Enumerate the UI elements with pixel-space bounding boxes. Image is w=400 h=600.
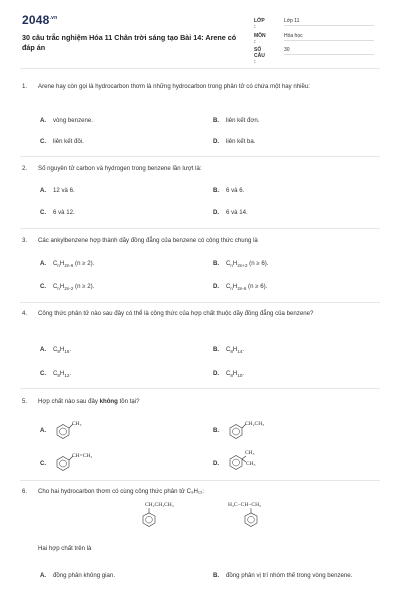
- formula: $C_nH_{2n-2}$: [53, 283, 74, 292]
- svg-text:CH₃: CH₃: [246, 461, 256, 467]
- benzene-dimethyl-structure: [223, 446, 283, 474]
- propylbenzene-structure: [135, 497, 205, 537]
- svg-text:CH₃: CH₃: [245, 450, 255, 456]
- formula: $C_nH_{2n-6}$: [226, 283, 247, 292]
- header-divider: [20, 68, 380, 69]
- site-logo[interactable]: $2048^{.vn}$: [22, 13, 58, 27]
- svg-text:CH₂CH₂CH₃: CH₂CH₂CH₃: [145, 502, 174, 508]
- svg-text:CH=CH₂: CH=CH₂: [72, 453, 93, 459]
- divider: [20, 388, 380, 389]
- document-title: 30 câu trắc nghiệm Hóa 11 Chân trời sáng tạo Bài 14: Arene có đáp án: [22, 33, 237, 52]
- svg-text:H₃C−CH−CH₃: H₃C−CH−CH₃: [228, 502, 261, 508]
- formula: $C_nH_{2n-6}$: [53, 260, 74, 269]
- isopropylbenzene-structure: [226, 497, 306, 537]
- benzene-methyl-structure: [50, 418, 110, 442]
- svg-text:CH₃: CH₃: [72, 421, 82, 427]
- divider: [20, 228, 380, 229]
- formula: $C_nH_{2n+2}$: [226, 260, 248, 269]
- divider: [20, 156, 380, 157]
- svg-text:CH₂CH₃: CH₂CH₃: [245, 421, 265, 427]
- benzene-vinyl-structure: [50, 450, 130, 474]
- divider: [20, 480, 380, 481]
- document-page: $2048^{.vn}$ 30 câu trắc nghiệm Hóa 11 Chân trời sáng tạo Bài 14: Arene có đáp án LỚP : Lớp 11 MÔN : Hóa học SỐ CÂU : 30 1. Arene hay còn gọi là hydrocarbon thơm là những hydrocarbon trong phân tử có chứa một hay nhiều: A. vòng benzene. B. liên kết đơn. C. liên kết đôi. D. liên kết ba. 2. Số nguyên tử carbon và hydrogen trong benzene lần lượt là: A. 12 và 6. B. 6 và 6. C. 6 và 12. D. 6 và 14. 3. Các ankylbenzene hợp thành dãy đồng đẳng của benzene có công thức chung là A. $C_nH_{2n-6}$ (n ≥ 2). B. $C_nH_{2n+2}$ (n ≥ 6). C. $C_nH_{2n-2}$ (n ≥ 2). D. $C_nH_{2n-6}$ (n ≥ 6). 4. Công thức phân tử nào sau đây có thể là công thức của hợp chất thuộc dãy đồng đẳng của benzene? A. $C_8H_{16}$. B. $C_8H_{14}$. C. $C_8H_{12}$. D. $C_8H_{10}$. 5. Hợp chất nào sau đây không tồn tại? A. CH₃ B. CH₂CH₃ C. CH=CH₂ D. CH₃ CH₃ 6. Cho hai hydrocarbon thơm có cùng công thức phân tử C₉H₁₂: CH₂CH₂CH₃ H₃C−CH−CH₃ Hai hợp chất trên là A. đồng phân không gian. B. đồng phân vị trí nhóm thế trong vòng benzene.: [0, 0, 400, 600]
- divider: [20, 302, 380, 303]
- benzene-ethyl-structure: [223, 418, 303, 442]
